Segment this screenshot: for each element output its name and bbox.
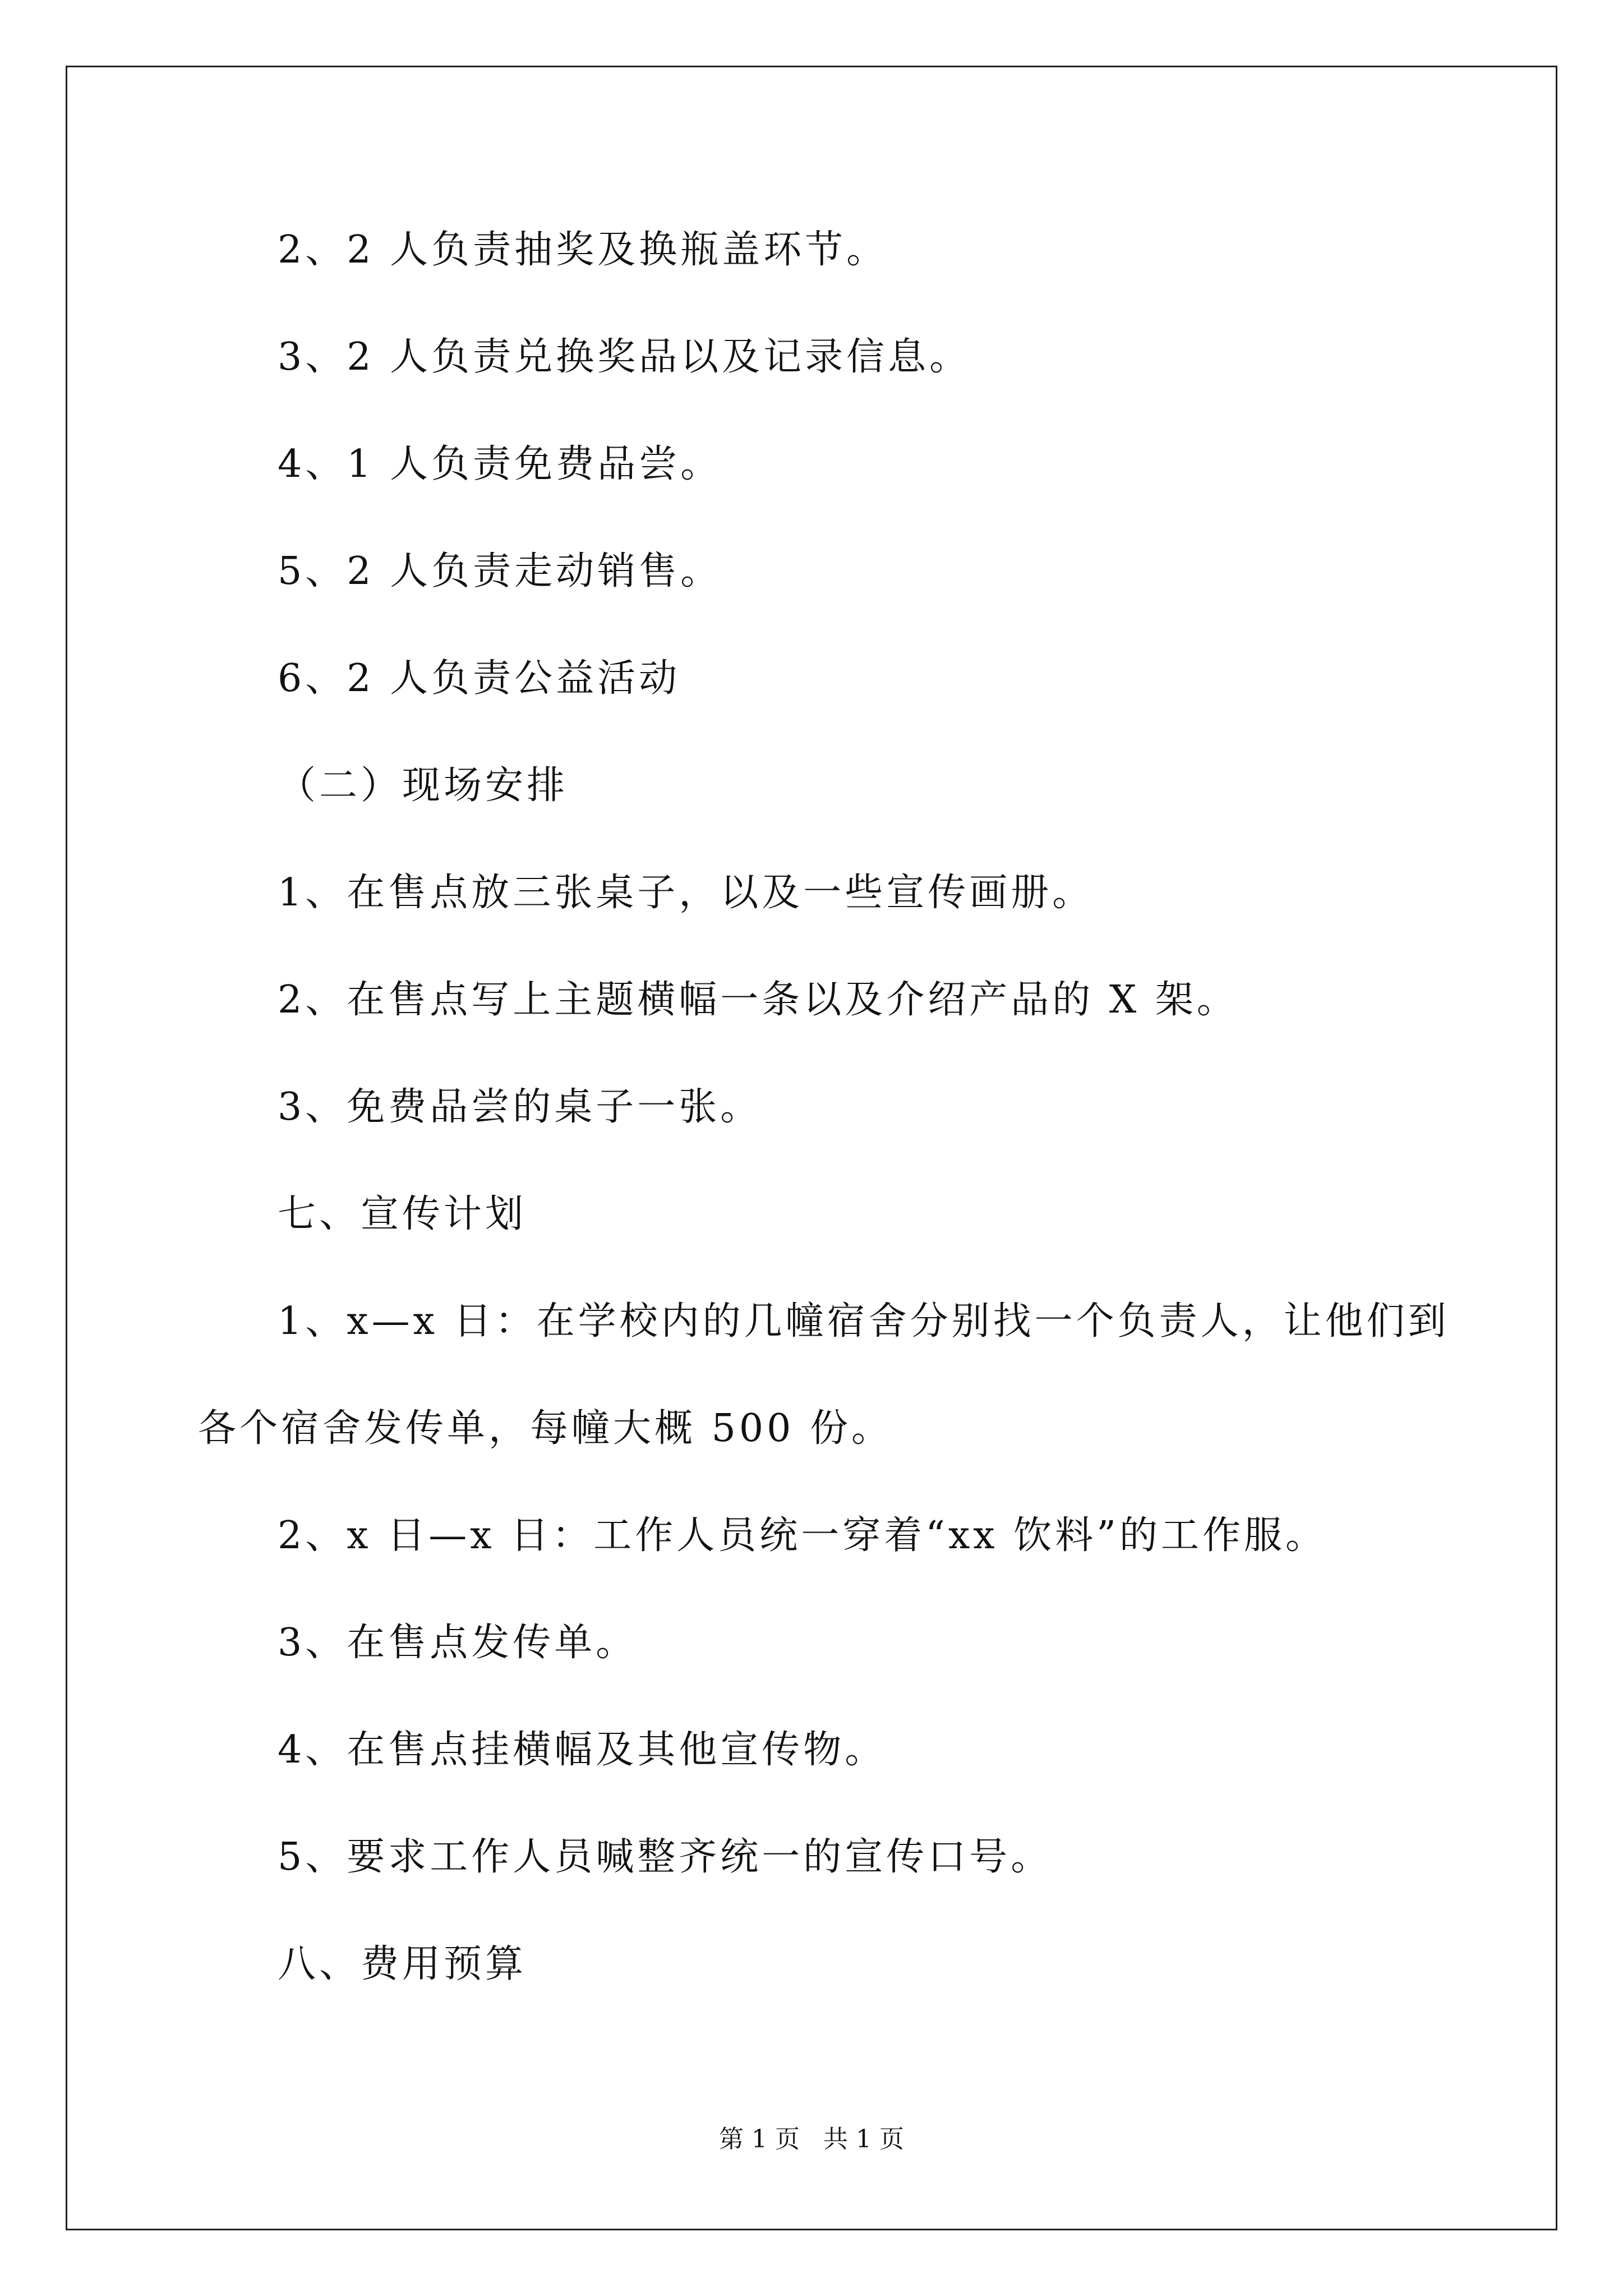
text-line: 2、在售点写上主题横幅一条以及介绍产品的 X 架。 bbox=[278, 978, 1238, 1022]
text-line: 1、x—x 日：在学校内的几幢宿舍分别找一个负责人，让他们到 bbox=[278, 1299, 1450, 1343]
text-line: 4、1 人负责免费品尝。 bbox=[278, 442, 722, 486]
text-line: 2、2 人负责抽奖及换瓶盖环节。 bbox=[278, 228, 888, 272]
text-line: 6、2 人负责公益活动 bbox=[278, 656, 681, 701]
text-line: 3、2 人负责兑换奖品以及记录信息。 bbox=[278, 335, 971, 379]
section-heading: 八、费用预算 bbox=[278, 1942, 527, 1986]
text-line: 3、在售点发传单。 bbox=[278, 1621, 638, 1665]
section-heading: （二）现场安排 bbox=[278, 763, 569, 808]
text-line: 5、2 人负责走动销售。 bbox=[278, 549, 722, 593]
text-line: 3、免费品尝的桌子一张。 bbox=[278, 1085, 762, 1129]
text-line: 4、在售点挂横幅及其他宣传物。 bbox=[278, 1728, 887, 1772]
page-border bbox=[66, 66, 1557, 2230]
text-line: 各个宿舍发传单，每幢大概 500 份。 bbox=[198, 1406, 893, 1451]
text-line: 2、x 日—x 日：工作人员统一穿着“xx 饮料”的工作服。 bbox=[278, 1513, 1327, 1558]
text-line: 5、要求工作人员喊整齐统一的宣传口号。 bbox=[278, 1835, 1053, 1879]
page-footer: 第 1 页 共 1 页 bbox=[719, 2125, 904, 2154]
text-line: 1、在售点放三张桌子，以及一些宣传画册。 bbox=[278, 871, 1094, 915]
section-heading: 七、宣传计划 bbox=[278, 1192, 527, 1236]
